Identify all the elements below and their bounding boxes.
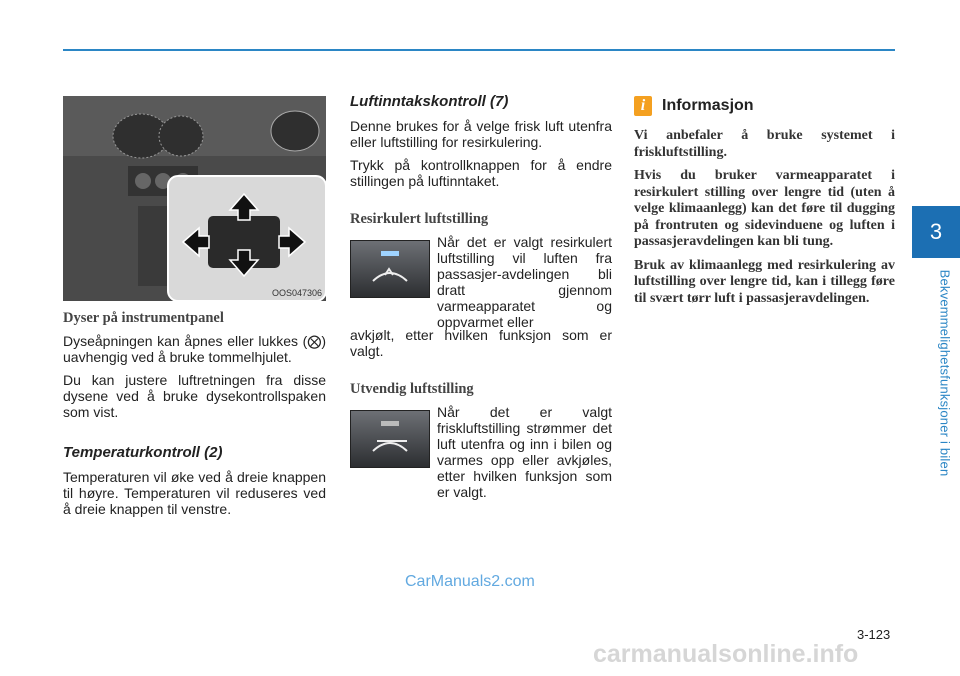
paragraph: Denne brukes for å velge frisk luft utenfra eller luftstilling for resirkulering. — [350, 118, 612, 150]
fresh-air-block — [350, 404, 612, 500]
paragraph: Når det er valgt friskluftstilling strømmer det luft utenfra og inn i bilen og varmes opp eller avkjøles, etter hvilken funksjon som er valgt. — [437, 404, 612, 500]
paragraph: Dyseåpningen kan åpnes eller lukkes (⨂) uavhengig ved å bruke tommelhjulet. — [63, 333, 326, 365]
dashboard-vent-photo — [63, 96, 326, 301]
section-heading: Dyser på instrumentpanel — [63, 310, 224, 326]
column-right — [634, 94, 895, 314]
footer-site: carmanualsonline.info — [593, 640, 859, 668]
photo-code: OOS047306 — [271, 288, 322, 298]
recirculation-button-icon — [350, 240, 430, 298]
fresh-air-button-icon — [350, 410, 430, 468]
paragraph: Du kan justere luftretningen fra disse dysene ved å bruke dysekontrollspaken som vist. — [63, 372, 326, 420]
section-heading: Temperaturkontroll (2) — [63, 444, 223, 461]
chapter-title: Bekvemmelighetsfunksjoner i bilen — [937, 269, 953, 477]
info-paragraph: Vi anbefaler å bruke systemet i friskluftstilling. — [634, 128, 895, 160]
info-title: Informasjon — [662, 97, 754, 114]
paragraph: Temperaturen vil øke ved å dreie knappen til høyre. Temperaturen vil reduseres ved å dreie knappen til venstre. — [63, 469, 326, 517]
chapter-number-tab — [912, 206, 960, 258]
paragraph: Trykk på kontrollknappen for å endre stillingen på luftinntaket. — [350, 157, 612, 189]
header-rule — [63, 49, 895, 51]
info-header — [634, 96, 895, 116]
subheading-fresh-air: Utvendig luftstilling — [350, 381, 474, 397]
recirculation-block — [350, 234, 612, 330]
chapter-number: 3 — [929, 219, 943, 244]
info-icon: i — [634, 96, 652, 116]
watermark: CarManuals2.com — [405, 573, 535, 590]
paragraph: avkjølt, etter hvilken funksjon som er valgt. — [350, 327, 612, 359]
column-left — [63, 96, 326, 524]
subheading-recirculation: Resirkulert luftstilling — [350, 211, 489, 227]
info-paragraph: Bruk av klimaanlegg med resirkulering av luftstilling over lengre tid, kan i tillegg føre til svært tørr luft i passasjeravdelingen. — [634, 257, 895, 306]
page-number: 3-123 — [857, 627, 891, 642]
section-heading: Luftinntakskontroll (7) — [350, 93, 509, 110]
chapter-side-label — [936, 258, 954, 488]
paragraph: Når det er valgt resirkulert luftstilling vil luften fra passasjer-avdelingen bli dratt gjennom varmeapparatet og oppvarmet eller — [437, 234, 612, 330]
info-paragraph: Hvis du bruker varmeapparatet i resirkulert stilling over lengre tid (uten å velge klimaanlegg) kan det føre til dugging på frontruten og sidevinduene og luften i passasjeravdelingen kan bli tung. — [634, 168, 895, 249]
column-middle — [350, 93, 612, 507]
